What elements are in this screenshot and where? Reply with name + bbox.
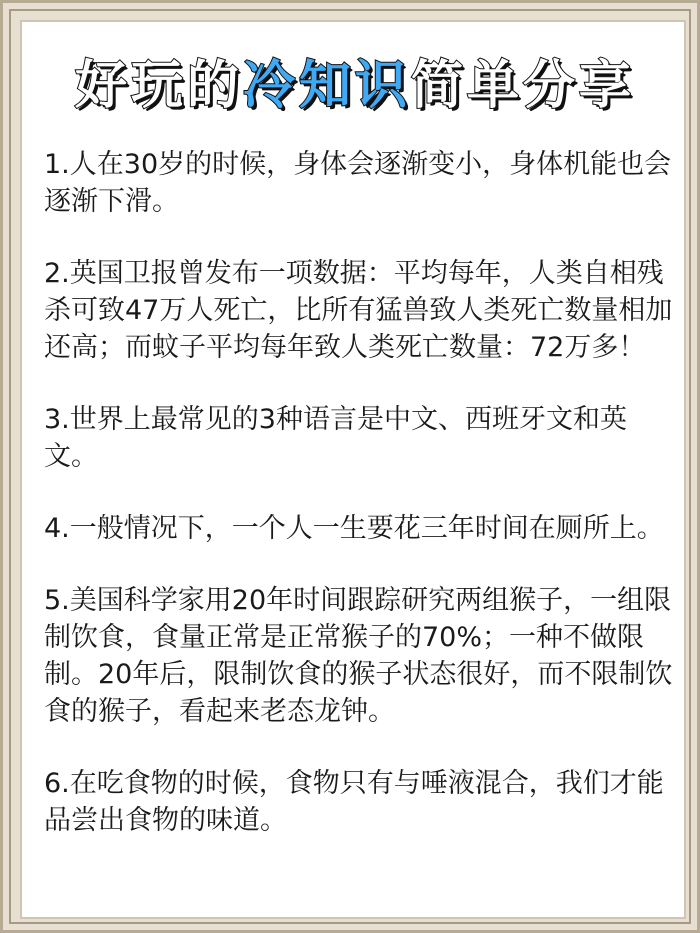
title-part-1: 好玩的 [74,56,243,116]
fact-item-2: 2.英国卫报曾发布一项数据：平均每年，人类自相残杀可致47万人死亡，比所有猛兽致人类死亡数量相加还高；而蚊子平均每年致人类死亡数量：72万多！ [44,258,673,363]
fact-item-4: 4.一般情况下，一个人一生要花三年时间在厕所上。 [44,513,664,544]
title-part-3: 简单分享 [411,56,636,116]
title-highlight: 冷知识 [242,56,411,116]
content-card [20,20,686,919]
fact-list [44,146,674,874]
fact-item-1: 1.人在30岁的时候，身体会逐渐变小，身体机能也会逐渐下滑。 [44,149,672,217]
fact-item-5: 5.美国科学家用20年时间跟踪研究两组猴子，一组限制饮食，食量正常是正常猴子的70%；一种不做限制。20年后，限制饮食的猴子状态很好，而不限制饮食的猴子，看起来老态龙钟。 [44,585,673,727]
fact-item-3: 3.世界上最常见的3种语言是中文、西班牙文和英文。 [44,404,627,472]
page-title [22,56,688,116]
fact-item-6: 6.在吃食物的时候，食物只有与唾液混合，我们才能品尝出食物的味道。 [44,768,664,836]
